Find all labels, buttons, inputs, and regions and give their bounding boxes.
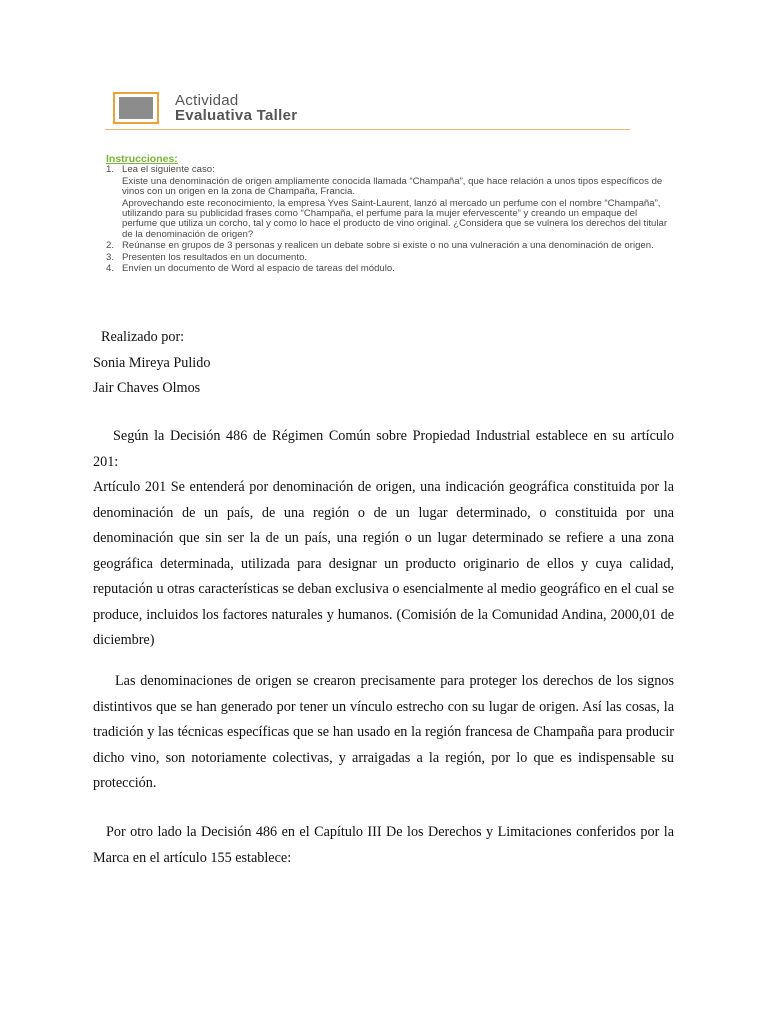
paragraph-article-201: Artículo 201 Se entenderá por denominación de origen, una indicación geográfica constituida por la denominación de un país, de una región o de un lugar determinado, o constituida por una denominación que sin ser la de un país, una región o un lugar determinado se refiere a una zona geográfica determinada, utilizada para designar un producto originario de ellos y cuya calidad, reputación u otras características se deban exclusiva o esencialmente al medio geográfico en el cual se produce, incluidos los factores naturales y humanos. (Comisión de la Comunidad Andina, 2000,01 de diciembre) <box>93 479 674 648</box>
author-name: Sonia Mireya Pulido <box>93 354 211 371</box>
activity-logo-icon <box>113 92 159 124</box>
paragraph-origin-protection: Las denominaciones de origen se crearon precisamente para proteger los derechos de los signos distintivos que se han generado por tener un vínculo estrecho con su lugar de origen. Así las cosas, la tradición y las técnicas específicas que se han usado en la región francesa de Champaña para producir dicho vino, son notoriamente colectivas, y arraigadas a la región, por lo que es indispensable su protección. <box>93 673 674 791</box>
instruction-item: 2. Reúnanse en grupos de 3 personas y realicen un debate sobre si existe o no una vulneración a una denominación de origen. <box>106 240 654 252</box>
author-name: Jair Chaves Olmos <box>93 380 201 396</box>
instruction-case-text: Existe una denominación de origen ampliamente conocida llamada “Champaña”, que hace relación a unos tipos específicos de vinos con un origen en la zona de Champaña, Francia. <box>122 175 663 198</box>
header-divider <box>105 129 630 130</box>
instruction-item: 3. Presenten los resultados en un documento. <box>106 251 308 263</box>
paragraph-article-155: Por otro lado la Decisión 486 en el Capítulo III De los Derechos y Limitaciones conferidos por la Marca en el artículo 155 establece: <box>93 824 674 866</box>
instructions-title: Instrucciones: <box>106 153 178 165</box>
header-title-line1: Actividad <box>175 92 239 109</box>
instruction-item: 1. Lea el siguiente caso: <box>106 164 215 176</box>
instructions-block <box>106 154 668 275</box>
signature-block <box>93 325 210 402</box>
activity-header <box>105 88 630 130</box>
instruction-case-text: Aprovechando este reconocimiento, la empresa Yves Saint-Laurent, lanzó al mercado un perfume con el nombre “Champaña”, utilizando para su publicidad frases como “Champaña, el perfume para la mujer efervescente” y creando un empaque del perfume que utiliza un corcho, tal y como lo hace el producto de vino original. ¿Considera que se vulnera los derechos del titular de la denominación de origen? <box>122 197 668 240</box>
paragraph-decision-486 <box>93 424 674 654</box>
signature-label: Realizado por: <box>101 329 185 345</box>
paragraph-intro: Según la Decisión 486 de Régimen Común sobre Propiedad Industrial establece en su artículo 201: <box>93 428 674 470</box>
header-title-line2: Evaluativa Taller <box>175 107 298 124</box>
instruction-item: 4. Envíen un documento de Word al espacio de tareas del módulo. <box>106 263 395 275</box>
